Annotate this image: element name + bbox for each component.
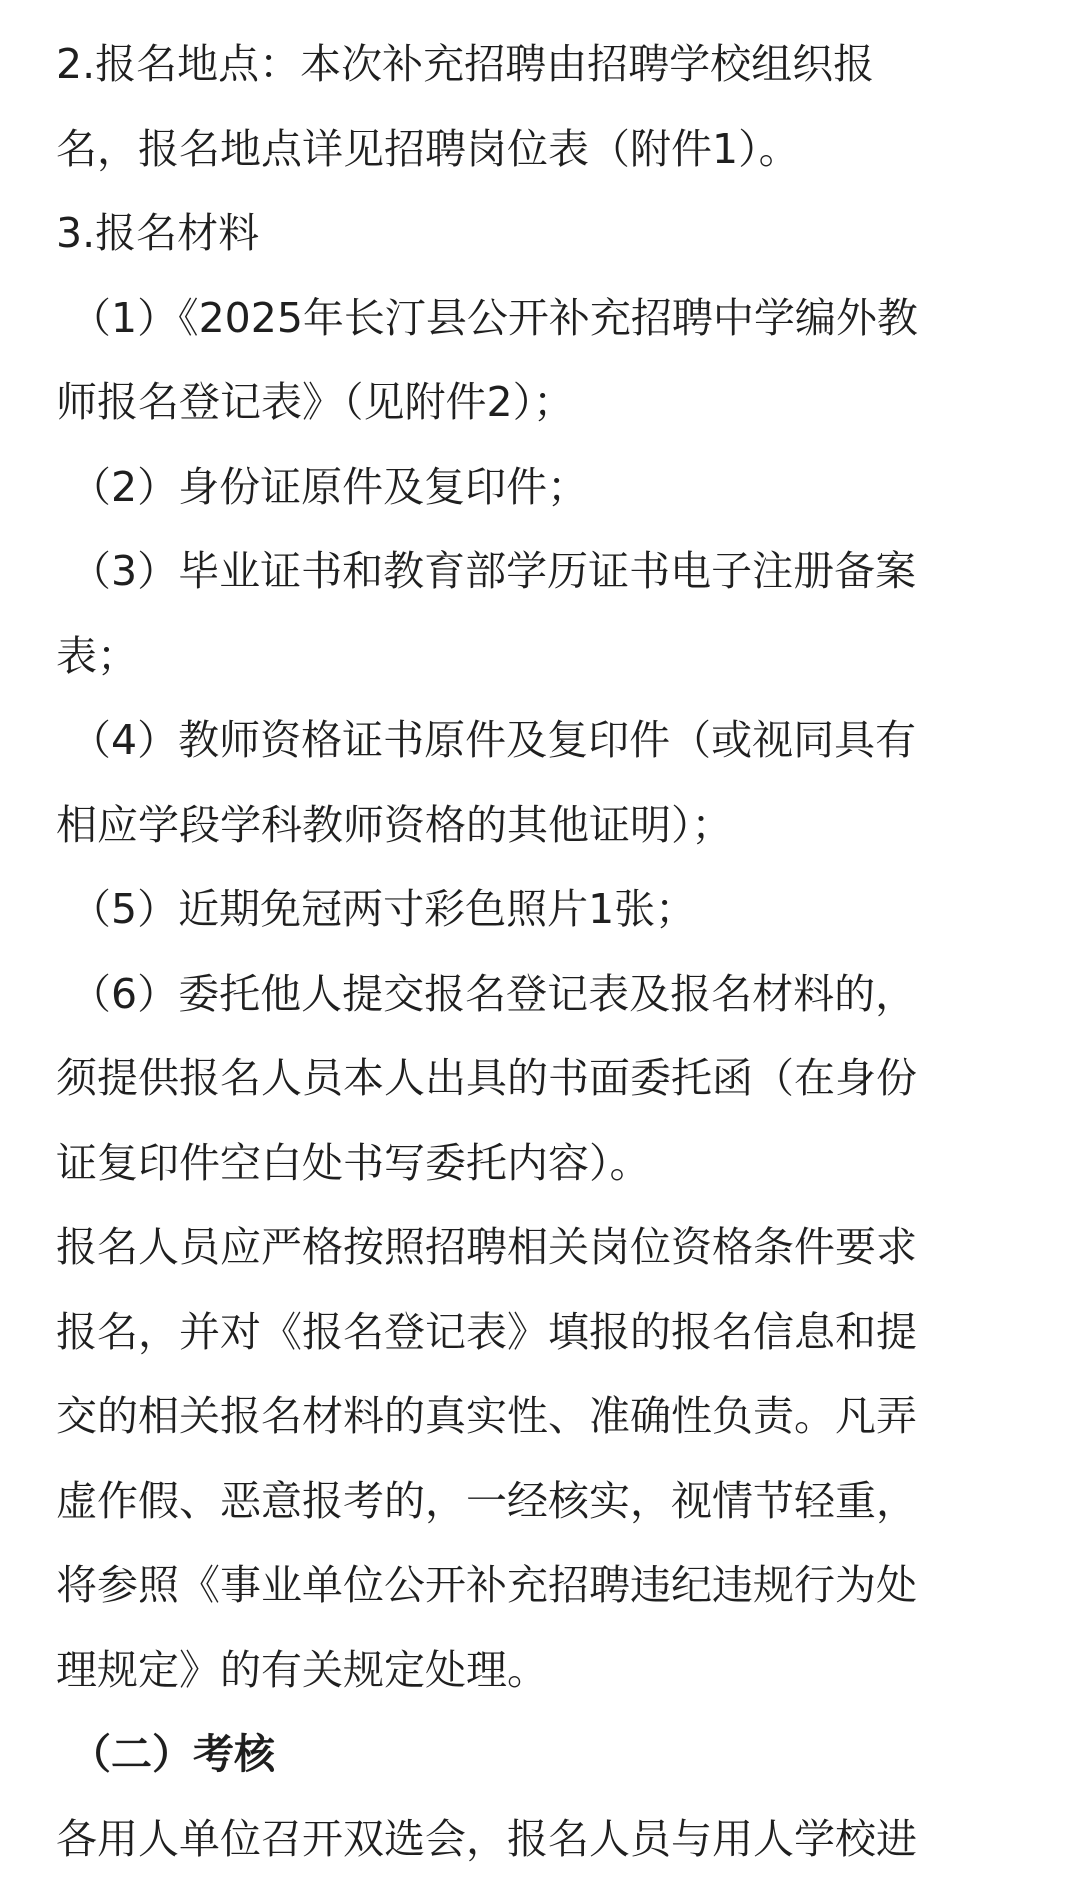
- notice-paragraph-line-1: 报名人员应严格按照招聘相关岗位资格条件要求: [56, 1205, 1040, 1290]
- material-item-3-line-2: 表；: [56, 614, 1040, 699]
- material-item-3-line-1: （3）毕业证书和教育部学历证书电子注册备案: [56, 529, 1040, 614]
- registration-materials-heading: 3.报名材料: [56, 191, 1040, 276]
- material-item-4-line-2: 相应学段学科教师资格的其他证明）；: [56, 783, 1040, 868]
- material-item-2: （2）身份证原件及复印件；: [56, 445, 1040, 530]
- registration-location-line-1: 2.报名地点：本次补充招聘由招聘学校组织报: [56, 22, 1040, 107]
- notice-paragraph-line-3: 交的相关报名材料的真实性、准确性负责。凡弄: [56, 1374, 1040, 1459]
- material-item-1-line-2: 师报名登记表》（见附件2）；: [56, 360, 1040, 445]
- material-item-1-line-1: （1）《2025年长汀县公开补充招聘中学编外教: [56, 276, 1040, 361]
- material-item-4-line-1: （4）教师资格证书原件及复印件（或视同具有: [56, 698, 1040, 783]
- notice-paragraph-line-5: 将参照《事业单位公开补充招聘违纪违规行为处: [56, 1543, 1040, 1628]
- notice-paragraph-line-4: 虚作假、恶意报考的，一经核实，视情节轻重，: [56, 1459, 1040, 1544]
- assessment-paragraph-line-1: 各用人单位召开双选会，报名人员与用人学校进: [56, 1797, 1040, 1881]
- material-item-5: （5）近期免冠两寸彩色照片1张；: [56, 867, 1040, 952]
- material-item-6-line-1: （6）委托他人提交报名登记表及报名材料的，: [56, 952, 1040, 1037]
- section-heading-assessment: （二）考核: [56, 1712, 1040, 1797]
- notice-paragraph-line-2: 报名，并对《报名登记表》填报的报名信息和提: [56, 1290, 1040, 1375]
- material-item-6-line-3: 证复印件空白处书写委托内容）。: [56, 1121, 1040, 1206]
- registration-location-line-2: 名，报名地点详见招聘岗位表（附件1）。: [56, 107, 1040, 192]
- notice-paragraph-line-6: 理规定》的有关规定处理。: [56, 1628, 1040, 1713]
- material-item-6-line-2: 须提供报名人员本人出具的书面委托函（在身份: [56, 1036, 1040, 1121]
